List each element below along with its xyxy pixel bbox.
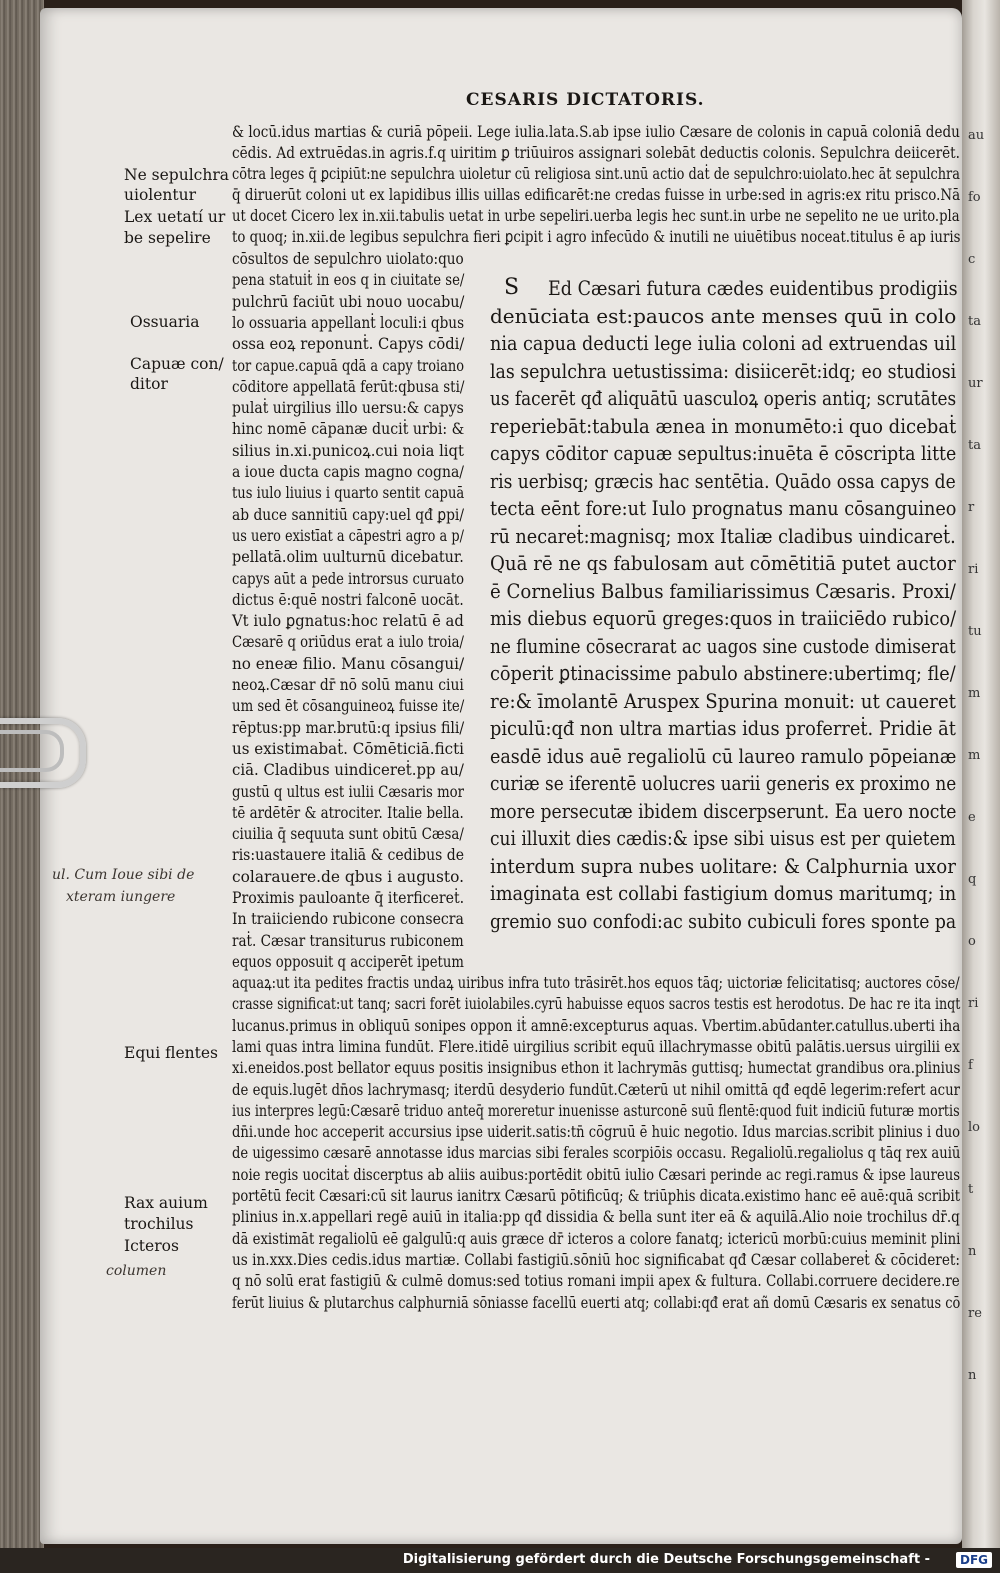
commentary-line: Proximis pauloante q̄ iterficereṫ.	[232, 888, 465, 907]
handwritten-note: columen	[106, 1263, 167, 1279]
commentary-line: q nō solū erat fastigiū & culmē domus:sed totius romani impii apex & fultura. Collabi.corruere decidere.re	[232, 1271, 960, 1291]
margin-note: trochilus	[124, 1215, 194, 1233]
footer-credit: Digitalisierung gefördert durch die Deutsche Forschungsgemeinschaft -	[402, 1552, 930, 1567]
commentary-line: cēdis. Ad extruēdas.in agris.f.q uiritim ꝑ triūuiros assignari solebāt deductis colonis. Sepulchra deiicerēt.	[232, 143, 960, 162]
margin-note: Ne sepulchra	[124, 166, 229, 184]
facing-page-fragment: q	[968, 872, 977, 887]
facing-page-fragment: lo	[968, 1120, 980, 1135]
margin-note: Capuæ con/	[130, 355, 224, 373]
main-text-line: curiæ se iferentē uolucres uarii generis ex proximo ne	[490, 771, 957, 795]
facing-page-fragment: ri	[968, 562, 979, 577]
drop-initial: S	[504, 275, 520, 300]
commentary-line: a ioue ducta capis magno cogna/	[232, 462, 464, 481]
commentary-line: xi.eneidos.post bellator equus positis insignibus ethon it lachrymās guttisq; humectat grandibus ora.plinius	[232, 1058, 961, 1078]
commentary-line: silius in.xi.punicoꝝ.cui noia liqt	[232, 440, 464, 460]
commentary-line: aquaꝝ:ut ita pedites fractis undaꝝ uiribus infra tuto trāsirēt.hos equos tāq; uictoriæ felicitatisq; auctores cōse/	[232, 973, 960, 992]
commentary-line: gustū q ultus est iulii Cæsaris mor	[232, 781, 464, 801]
commentary-line: dn̄i.unde hoc acceperit accursius ipse uiderit.satis:tn̄ cōgruū ē huic negotio. Idus marcias.scribit plinius i duo	[232, 1122, 961, 1142]
commentary-line: neoꝝ.Cæsar dr̄ nō solū manu ciui	[232, 675, 464, 694]
commentary-line: pulaṫ uirgilius illo uersu:& capys	[232, 398, 464, 418]
commentary-line: ferūt liuius & plutarchus calphurniā sōniasse facellū euerti atq; collabi:qđ erat añ domū Cæsaris ex senatus cō	[232, 1292, 961, 1312]
commentary-line: Cæsarē q oriūdus erat a iulo troia/	[232, 632, 464, 652]
main-text-line: imaginata est collabi fastigium domus maritumq; in	[490, 881, 957, 905]
facing-page-fragment: ta	[968, 314, 981, 329]
main-text-line: re:& īmolantē Aruspex Spurina monuit: ut caueret	[490, 688, 956, 713]
margin-note: Rax auium	[124, 1194, 208, 1212]
facing-page-edge	[962, 0, 1000, 1548]
commentary-line: cōtra leges q̄ ꝑcipiūt:ne sepulchra uioletur cū religiosa sint.unū actio daṫ de sepulchro:uiolato.hec āt sepulchra	[232, 164, 960, 183]
handwritten-note: ul. Cum Ioue sibi de	[52, 867, 195, 883]
main-text-line: capys cōditor capuæ sepultus:inuēta ē cōscripta litte	[490, 441, 957, 465]
commentary-line: cōditore appellatā ferūt:qbusa sti/	[232, 376, 465, 396]
margin-note: be sepelire	[124, 229, 211, 247]
commentary-line: Vt iulo ꝑgnatus:hoc relatū ē ad	[232, 611, 464, 631]
commentary-line: lucanus.primus in obliquū sonipes oppon iṫ amnē:excepturus aquas. Vbertim.abūdanter.catullus.uberti iha	[232, 1015, 961, 1035]
main-text-line: cōperit ꝑtinacissime pabulo abstinere:ubertimq; fle/	[490, 661, 956, 685]
facing-page-fragment: m	[968, 748, 981, 763]
margin-note: Lex uetatí ur	[124, 208, 226, 226]
main-text-line: mis diebus equorū greges:quos in traiiciēdo rubico/	[490, 606, 957, 630]
commentary-line: tē ardētēr & atrociter. Italie bella.	[232, 802, 464, 822]
main-text-line: ne flumine cōsecrarat ac uagos sine custode dimiserat	[490, 633, 956, 658]
margin-note: uiolentur	[124, 186, 197, 204]
main-text-line: interdum supra nubes uolitare: & Calphurnia uxor	[490, 853, 956, 878]
main-text-line: piculū:qđ non ultra martias idus proferreṫ. Pridie āt	[490, 716, 956, 740]
main-text-line: Quā rē ne qs fabulosam aut cōmētitiā putet auctor	[490, 551, 956, 575]
main-text-line: us facerēt qđ aliquātū uasculoꝝ operis antiq; scrutātes	[490, 386, 957, 410]
commentary-line: dictus ē:quē nostri falconē uocāt.	[232, 589, 464, 609]
facing-page-fragment: tu	[968, 624, 982, 639]
commentary-line: de uigessimo cæsarē annotasse idus marcias sibi ferales scorpiōis occasu. Regaliolū.regaliolus q tāq rex auiū	[232, 1143, 961, 1163]
main-text-line: gremio suo confodi:ac subito cubiculi fores sponte pa	[490, 908, 957, 933]
commentary-line: dā existimāt regaliolū eē galgulū:q auis græce dr̄ icteros a colore fanatq; ictericū morbū:cuius meminit plini	[232, 1228, 961, 1248]
commentary-line: hinc nomē cāpanæ duciṫ urbi: &	[232, 419, 465, 439]
commentary-line: ius interpres legū:Cæsarē triduo anteq̄ moreretur inuenisse asturconē suū flentē:quod fuit indiciū futuræ mortis	[232, 1100, 960, 1120]
main-text-line: more persecutæ ibidem discerpserunt. Ea uero nocte	[490, 798, 957, 823]
facing-page-fragment: c	[968, 252, 976, 267]
main-text-line: easdē idus auē regaliolū cū laureo ramulo pōpeianæ	[490, 743, 957, 768]
commentary-line: portētū fecit Cæsari:cū sit laurus ianitrx Cæsarū pōtificūq; & triūphis dicata.existimo hanc eē auē:quā scribit	[232, 1186, 961, 1205]
commentary-line: ris:uastauere italiā & cedibus de	[232, 845, 464, 865]
commentary-line: no eneæ filio. Manu cōsangui/	[232, 653, 465, 673]
main-text-line: rū necareṫ:magnisq; mox Italiæ cladibus uindicareṫ.	[490, 523, 956, 548]
commentary-line: capys aūt a pede introrsus curuato	[232, 568, 464, 588]
facing-page-fragment: re	[968, 1306, 982, 1321]
commentary-line: de equis.lugēt dn̄os lachrymasq; iterdū desyderio fundūt.Cæterū ut nihil omittā qđ eqdē legerim:refert acur	[232, 1079, 960, 1099]
commentary-line: crasse significat:ut tanq; sacri forēt iuiolabiles.cyrū habuisse equos sacros testis est herodotus. De hac re ita inqt	[232, 994, 961, 1014]
commentary-line: ciuilia q̄ sequuta sunt obitū Cæsa/	[232, 824, 464, 844]
commentary-line: to quoq; in.xii.de legibus sepulchra fieri ꝑcipit i agro infecūdo & inutili ne uiuētibus noceat.titulus ē ap iuris	[232, 227, 961, 246]
main-text-line: ris uerbisq; græcis hac sentētia. Quādo ossa capys de	[490, 468, 956, 493]
facing-page-fragment: n	[968, 1244, 977, 1259]
commentary-line: raṫ. Cæsar transiturus rubiconem	[232, 930, 464, 950]
main-text-line: tecta eēnt fore:ut Iulo prognatus manu cōsanguineo	[490, 496, 957, 520]
facing-page-fragment: o	[968, 934, 976, 949]
margin-note: Ossuaria	[130, 313, 200, 331]
facing-page-fragment: e	[968, 810, 976, 825]
facing-page-fragment: r	[968, 500, 975, 515]
main-text-line: ē Cornelius Balbus familiarissimus Cæsaris. Proxi/	[490, 578, 956, 603]
commentary-line: us in.xxx.Dies cedis.idus martiæ. Collabi fastigiū.sōniū hoc significabat qđ Cæsar collabereṫ & cōcideret:	[232, 1249, 960, 1269]
main-text-line: Ed Cæsari futura cædes euidentibus prodigiis	[548, 276, 958, 300]
dfg-logo: DFG	[956, 1552, 992, 1568]
facing-page-fragment: au	[968, 128, 985, 143]
commentary-line: cōsultos de sepulchro uiolato:quo	[232, 249, 464, 268]
commentary-line: In traiiciendo rubicone consecra	[232, 909, 464, 929]
commentary-line: & locū.idus martias & curiā pōpeii. Lege iulia.lata.S.ab ipse iulio Cæsare de colonis in capuā coloniā dedu	[232, 122, 960, 141]
commentary-line: ab duce sannitiū capy:uel qđ ꝑpi/	[232, 504, 464, 524]
main-text-line: nia capua deducti lege iulia coloni ad extruendas uil	[490, 331, 957, 355]
commentary-line: plinius in.x.appellari regē auiū in italia:pp qđ dissidia & bella sunt iter eā & aquilā.Alio noie trochilus dr̄.q	[232, 1207, 960, 1227]
footer-bar	[0, 1548, 1000, 1573]
facing-page-fragment: fo	[968, 190, 981, 205]
commentary-line: colarauere.de qbus i augusto.	[232, 866, 464, 886]
main-text-line: reperiebāt:tabula ænea in monumēto:i quo dicebaṫ	[490, 413, 957, 438]
facing-page-fragment: f	[968, 1058, 973, 1073]
facing-page-fragment: ri	[968, 996, 979, 1011]
main-text-line: denūciata est:paucos ante menses quū in colo	[490, 303, 957, 328]
running-header: CESARIS DICTATORIS.	[466, 90, 705, 110]
commentary-line: us existimabaṫ. Cōmēticiā.ficti	[232, 738, 465, 758]
handwritten-note: xteram iungere	[66, 889, 176, 905]
commentary-line: noie regis uocitaṫ discerptus ab aliis auibus:portēdit obitū iulio Cæsari perinde ac regi.ramus & ipse laureus	[232, 1164, 961, 1184]
book-page	[40, 8, 962, 1544]
main-text-line: cui illuxit dies cædis:& ipse sibi uisus est per quietem	[490, 826, 956, 850]
commentary-line: ut docet Cicero lex in.xii.tabulis uetat in urbe sepeliri.uerba legis hec sunt.in urbe ne sepelito ne ue urito.pla	[232, 206, 960, 225]
commentary-line: tor capue.capuā qdā a capy troiano	[232, 355, 464, 375]
commentary-line: rēptus:pp mar.brutū:q ipsius fili/	[232, 717, 465, 737]
facing-page-fragment: ur	[968, 376, 983, 391]
margin-note: ditor	[130, 375, 168, 393]
commentary-line: ciā. Cladibus uindicereṫ.pp au/	[232, 760, 464, 780]
margin-note: Icteros	[124, 1237, 179, 1255]
commentary-line: lo ossuaria appellanṫ loculi:i qbus	[232, 312, 465, 332]
main-text-line: las sepulchra uetustissima: disiicerēt:idq; eo studiosi	[490, 358, 957, 383]
commentary-line: pulchrū faciūt ubi nouo uocabu/	[232, 291, 465, 311]
facing-page-fragment: t	[968, 1182, 974, 1197]
commentary-line: lami quas intra limina fundūt. Flere.itidē uirgilius scribit equū illachrymasse obitū palātis.uersus uirgilii ex	[232, 1036, 960, 1056]
margin-note: Equi flentes	[124, 1044, 218, 1062]
commentary-line: us uero existīat a cāpestri agro a p/	[232, 525, 464, 545]
commentary-line: tus iulo liuius i quarto sentit capuā	[232, 483, 465, 503]
paper-clip-inner	[0, 730, 64, 772]
commentary-line: ossa eoꝝ reponunṫ. Capys cōdi/	[232, 334, 465, 354]
facing-page-fragment: m	[968, 686, 981, 701]
commentary-line: pena statuiṫ in eos q in ciuitate se/	[232, 270, 465, 290]
commentary-line: pellatā.olim uulturnū dicebatur.	[232, 547, 464, 567]
facing-page-fragment: ta	[968, 438, 981, 453]
commentary-line: um sed ēt cōsanguineoꝝ fuisse ite/	[232, 696, 465, 716]
commentary-line: equos opposuit q acciperēt ipetum	[232, 951, 464, 971]
commentary-line: q̄ diruerūt coloni ut ex lapidibus illis uillas edificarēt:ne credas fuisse in urbe:sed in agris:ex ritu prisco.Nā	[232, 185, 961, 204]
facing-page-fragment: n	[968, 1368, 977, 1383]
